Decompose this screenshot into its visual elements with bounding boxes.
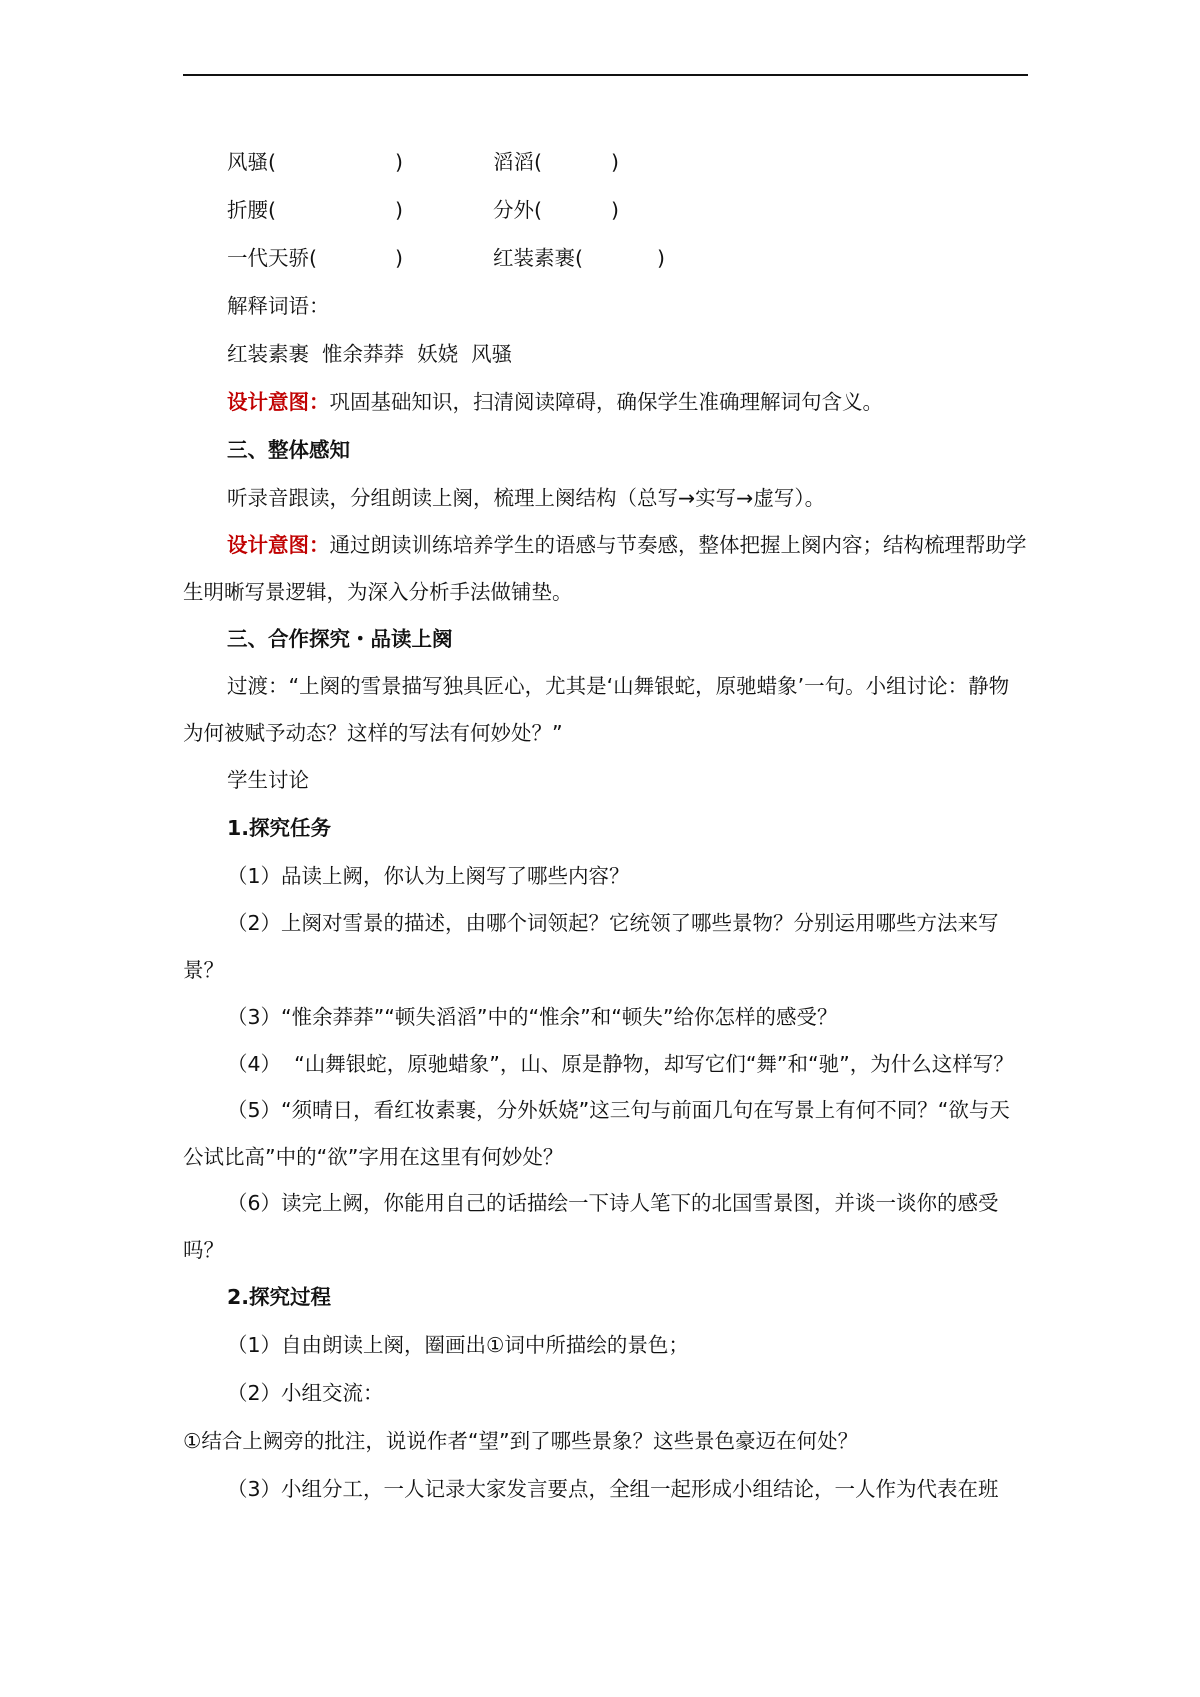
task-item: （3）“惟余莽莽”“顿失滔滔”中的“惟余”和“顿失”给你怎样的感受？ <box>227 1005 838 1029</box>
process-step: （2）小组交流： <box>227 1381 384 1405</box>
pinyin-word: 滔滔( <box>493 150 542 174</box>
intent-text: 巩固基础知识，扫清阅读障碍，确保学生准确理解词句含义。 <box>329 390 883 414</box>
task-item: （5）“须晴日，看红妆素裹，分外妖娆”这三句与前面几句在写景上有何不同？“欲与天公试比高”中的“欲”字用在这里有何妙处？ <box>183 1098 1010 1169</box>
task-item: （4） “山舞银蛇，原驰蜡象”，山、原是静物，却写它们“舞”和“驰”，为什么这样写？ <box>227 1052 1014 1076</box>
section-title-overall: 三、整体感知 <box>227 438 350 462</box>
transition-paragraph: 过渡：“上阕的雪景描写独具匠心，尤其是‘山舞银蛇，原驰蜡象’一句。小组讨论：静物为何被赋予动态？这样的写法有何妙处？” <box>183 674 1010 745</box>
paren-close: ) <box>395 198 403 222</box>
process-step: （1）自由朗读上阕，圈画出①词中所描绘的景色； <box>227 1333 689 1357</box>
section-text-overall: 听录音跟读，分组朗读上阕，梳理上阕结构（总写→实写→虚写）。 <box>227 486 826 510</box>
pinyin-word: 一代天骄( <box>227 246 317 270</box>
process-title: 2.探究过程 <box>227 1285 332 1309</box>
explain-words: 红装素裹 惟余莽莽 妖娆 风骚 <box>227 342 513 366</box>
paren-close: ) <box>611 150 619 174</box>
process-step: （3）小组分工，一人记录大家发言要点，全组一起形成小组结论，一人作为代表在班 <box>227 1477 999 1501</box>
intent-label: 设计意图： <box>227 533 330 557</box>
document-body <box>183 148 1028 1523</box>
section-title-explore: 三、合作探究・品读上阕 <box>227 627 453 651</box>
task-title: 1.探究任务 <box>227 816 332 840</box>
pinyin-word: 红装素裹( <box>493 246 583 270</box>
intent-label: 设计意图： <box>227 390 330 414</box>
header-rule <box>183 74 1028 76</box>
discuss-label: 学生讨论 <box>227 768 309 792</box>
paren-close: ) <box>395 246 403 270</box>
paren-close: ) <box>611 198 619 222</box>
paren-close: ) <box>395 150 403 174</box>
explain-label: 解释词语： <box>227 294 330 318</box>
pinyin-row-3 <box>183 244 1028 272</box>
intent-text: 通过朗读训练培养学生的语感与节奏感，整体把握上阕内容；结构梳理帮助学生明晰写景逻辑，为深入分析手法做铺垫。 <box>183 533 1027 604</box>
pinyin-row-1 <box>183 148 1028 176</box>
task-item: （1）品读上阙，你认为上阕写了哪些内容？ <box>227 864 630 888</box>
task-item: （6）读完上阙，你能用自己的话描绘一下诗人笔下的北国雪景图，并谈一谈你的感受吗？ <box>183 1191 999 1262</box>
pinyin-row-2 <box>183 196 1028 224</box>
design-intent-1 <box>183 388 1028 416</box>
pinyin-word: 风骚( <box>227 150 276 174</box>
pinyin-word: 分外( <box>493 198 542 222</box>
design-intent-2 <box>183 522 1028 616</box>
pinyin-word: 折腰( <box>227 198 276 222</box>
task-item: （2）上阕对雪景的描述，由哪个词领起？它统领了哪些景物？分别运用哪些方法来写景？ <box>183 911 999 982</box>
process-sub-item: ①结合上阙旁的批注，说说作者“望”到了哪些景象？这些景色豪迈在何处？ <box>183 1429 859 1453</box>
paren-close: ) <box>657 246 665 270</box>
